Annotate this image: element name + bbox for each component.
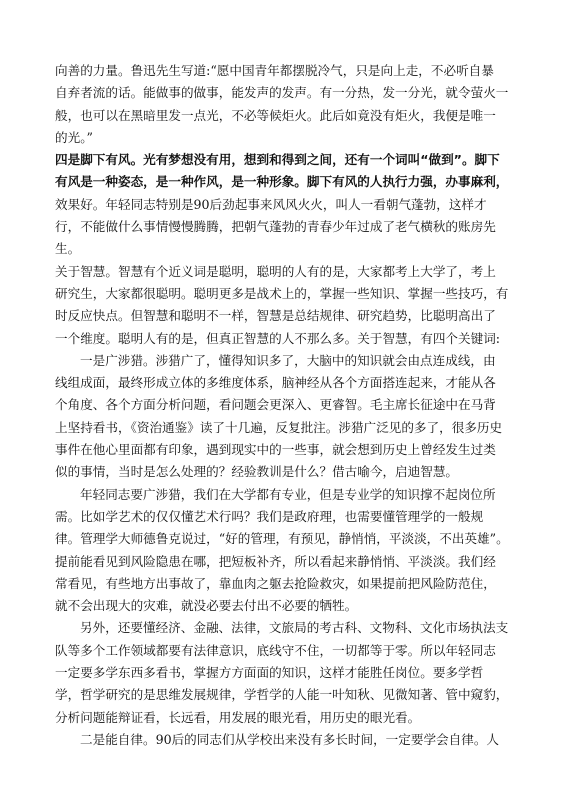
text-line: 就不会出现大的灾难，就没必要去付出不必要的牺牲。 <box>55 598 358 614</box>
text-line: 自弃者流的话。能做事的做事，能发声的发声。有一分热，发一分光，就令萤火一 <box>55 85 509 101</box>
text-line: 提前能看见到风险隐患在哪，把短板补齐，所以看起来静悄悄、平淡淡。我们经 <box>55 553 496 569</box>
text-line: 一个维度。聪明人有的是，但真正智慧的人不那么多。关于智慧，有四个关键词: <box>55 330 501 346</box>
text-line: 研究生，大家都很聪明。聪明更多是战术上的，掌握一些知识、掌握一些技巧，有 <box>55 285 509 301</box>
text-line: 向善的力量。鲁迅先生写道:“愿中国青年都摆脱冷气，只是向上走，不必听自暴 <box>55 63 494 78</box>
section-heading-line: 四是脚下有风。光有梦想没有用，想到和得到之间，还有一个词叫“做到”。脚下 <box>55 152 500 168</box>
text-line: 一定要多学东西多看书，掌握方方面面的知识，这样才能胜任岗位。要多学哲 <box>55 665 484 681</box>
text-line: 学，哲学研究的是思维发展规律，学哲学的人能一叶知秋、见微知著、管中窥豹， <box>55 687 509 703</box>
text-line: 个角度、各个方面分析问题，看问题会更深入、更睿智。毛主席长征途中在马背 <box>55 397 496 413</box>
text-line: 律。管理学大师德鲁克说过，“好的管理，有预见，静悄悄，平淡淡，不出英雄”。 <box>55 531 509 547</box>
text-line: 需。比如学艺术的仅仅懂艺术行吗？我们是政府理，也需要懂管理学的一般规 <box>55 508 484 524</box>
text-line: 年轻同志要广涉猎，我们在大学都有专业，但是专业学的知识撑不起岗位所 <box>80 486 496 502</box>
text-line: 有风是一种姿态，是一种作风，是一种形象。脚下有风的人执行力强，办事麻利， <box>55 174 509 190</box>
text-line: 时反应快点。但智慧和聪明不一样，智慧是总结规律、研究趋势，比聪明高出了 <box>55 308 496 324</box>
text-line: 线组成面，最终形成立体的多维度体系，脑神经从各个方面搭连起来，才能从各 <box>55 375 496 391</box>
text-line: 效果好。年轻同志特别是90后劲起事来风风火火，叫人一看朝气蓬勃，这样才 <box>55 196 487 212</box>
text-line: 二是能自律。90后的同志们从学校出来没有多长时间，一定要学会自律。人 <box>80 731 500 747</box>
text-line: 分析问题能辩证看，长远看，用发展的眼光看，用历史的眼光看。 <box>55 709 421 725</box>
text-line: 上坚持看书，《资治通鉴》读了十几遍，反复批注。涉猎广泛见的多了，很多历史 <box>55 419 503 435</box>
text-line: 常看见，有些地方出事故了，靠血肉之躯去抢险救灾，如果提前把风险防范住， <box>55 575 496 591</box>
text-line: 般，也可以在黑暗里发一点光，不必等候炬火。此后如竟没有炬火，我便是唯一 <box>55 107 496 123</box>
text-line: 的光。” <box>55 129 93 145</box>
section-heading-line: 关于智慧。智慧有个近义词是聪明，聪明的人有的是，大家都考上大学了，考上 <box>55 263 496 279</box>
text-line: 行，不能做什么事情慢慢腾腾，把朝气蓬勃的青春少年过成了老气横秋的账房先 <box>55 219 496 235</box>
text-line: 事件在他心里面都有印象，遇到现实中的一些事，就会想到历史上曾经发生过类 <box>55 442 496 458</box>
text-line: 似的事情，当时是怎么处理的？经验教训是什么？借古喻今，启迪智慧。 <box>55 464 458 480</box>
document-page <box>55 60 517 751</box>
text-line: 一是广涉猎。涉猎广了，懂得知识多了，大脑中的知识就会由点连成线，由 <box>80 352 496 368</box>
text-line: 另外，还要懂经济、金融、法律，文旅局的考古科、文物科、文化市场执法支 <box>80 620 509 636</box>
text-line: 生。 <box>55 241 81 257</box>
text-line: 队等多个工作领域都要有法律意识，底线守不住，一切都等于零。所以年轻同志 <box>55 642 496 658</box>
